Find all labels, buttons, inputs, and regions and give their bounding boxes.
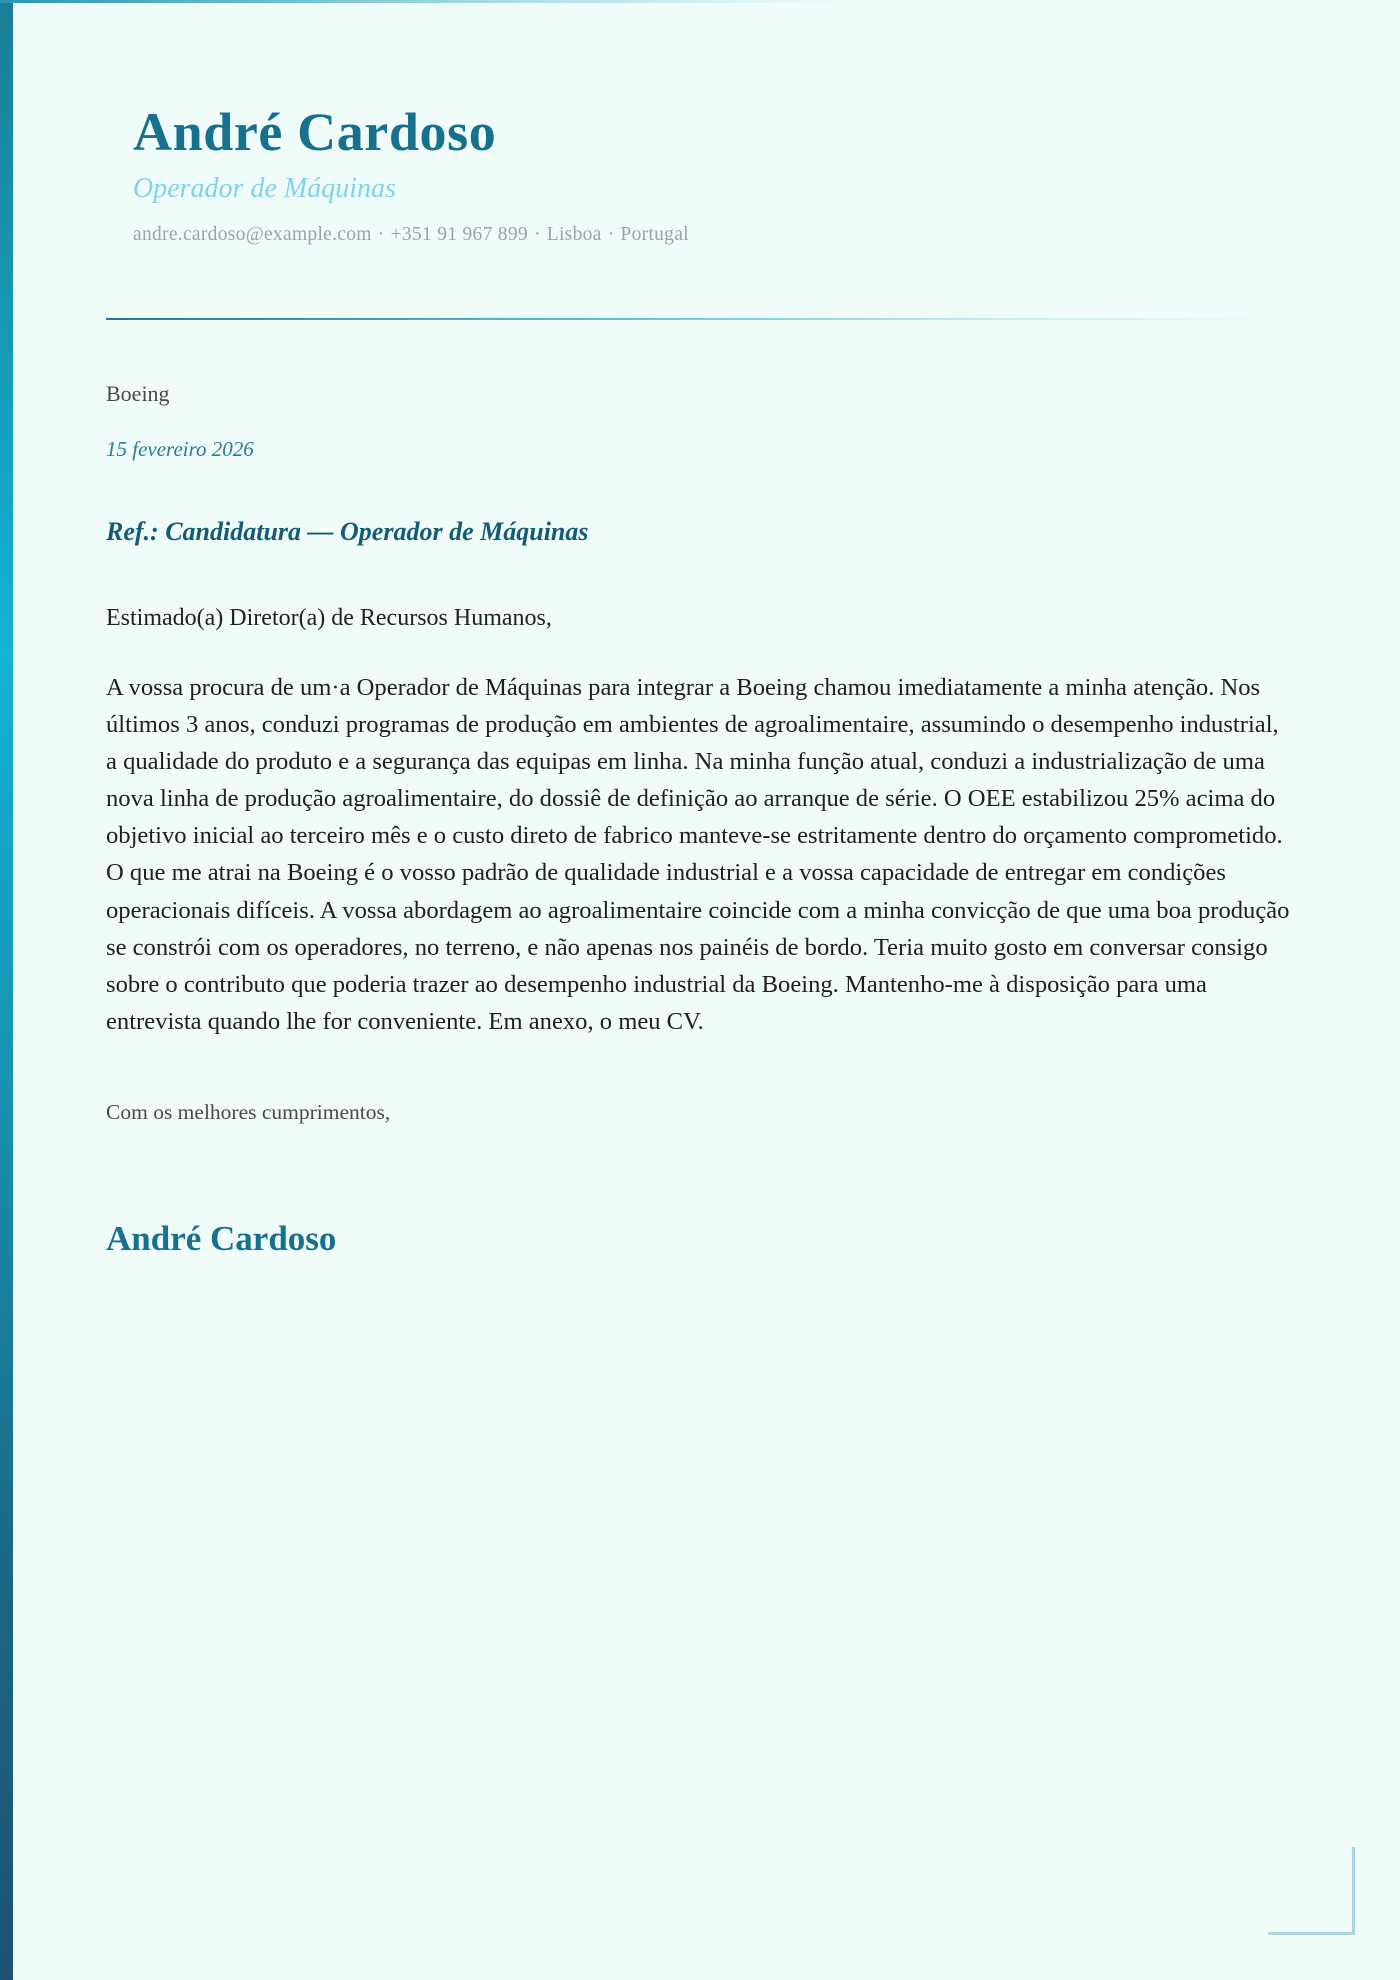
recipient-company: Boeing — [106, 381, 170, 406]
sender-country: Portugal — [620, 224, 689, 245]
sender-job-title: Operador de Máquinas — [133, 173, 396, 204]
letter-body — [106, 380, 1294, 1261]
signature-name: André Cardoso — [106, 1218, 337, 1258]
contact-separator: · — [607, 224, 615, 245]
contact-separator: · — [377, 224, 385, 245]
left-accent-bar — [0, 0, 13, 1980]
letter-date: 15 fevereiro 2026 — [106, 437, 254, 461]
top-accent-rule — [0, 0, 840, 3]
corner-bracket-vertical — [1352, 1847, 1355, 1935]
letter-subject: Ref.: Candidatura — Operador de Máquinas — [106, 517, 589, 546]
sender-email: andre.cardoso@example.com — [133, 224, 372, 245]
contact-separator: · — [533, 224, 541, 245]
sender-city: Lisboa — [546, 224, 602, 245]
body-paragraph: A vossa procura de um·a Operador de Máquinas para integrar a Boeing chamou imediatamente a minha atenção. Nos últimos 3 anos, conduzi programas de produção em ambientes de agroalimentaire, assumindo o desempenho industrial, a qualidade do produto e a segurança das equipas em linha. Na minha função atual, conduzi a industrialização de uma nova linha de produção agroalimentaire, do dossiê de definição ao arranque de série. O OEE estabilizou 25% acima do objetivo inicial ao terceiro mês e o custo direto de fabrico manteve-se estritamente dentro do orçamento comprometido. O que me atrai na Boeing é o vosso padrão de qualidade industrial e a vossa capacidade de entregar em condições operacionais difíceis. A vossa abordagem ao agroalimentaire coincide com a minha convicção de que uma boa produção se constrói com os operadores, no terreno, e não apenas nos painéis de bordo. Teria muito gosto em conversar consigo sobre o contributo que poderia trazer ao desempenho industrial da Boeing. Mantenho-me à disposição para uma entrevista quando lhe for conveniente. Em anexo, o meu CV. — [106, 674, 1290, 1035]
letter-closing: Com os melhores cumprimentos, — [106, 1099, 391, 1124]
letter-salutation: Estimado(a) Diretor(a) de Recursos Humanos, — [106, 605, 552, 631]
sender-name: André Cardoso — [133, 102, 497, 162]
letter-header — [133, 102, 689, 248]
sender-contact-line — [133, 222, 689, 248]
corner-bracket-horizontal — [1268, 1932, 1355, 1935]
header-divider — [106, 318, 1266, 320]
sender-phone: +351 91 967 899 — [390, 224, 528, 245]
